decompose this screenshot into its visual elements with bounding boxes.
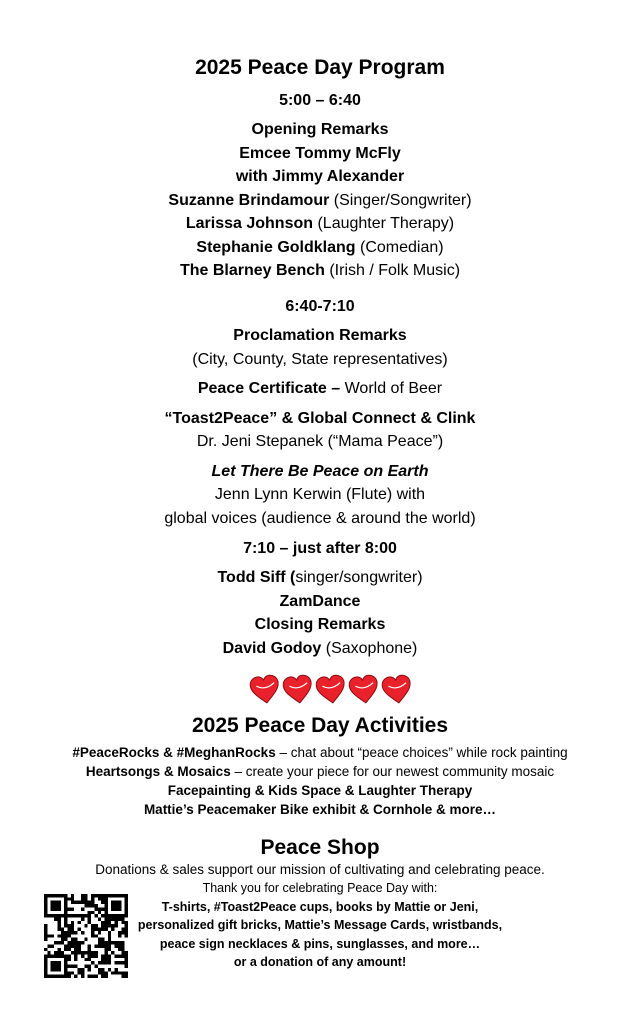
heart-icon xyxy=(249,674,280,705)
block-2-line-7: Jenn Lynn Kerwin (Flute) with xyxy=(214,486,426,503)
block-2-line-5: Dr. Jeni Stepanek (“Mama Peace”) xyxy=(196,433,444,450)
heart-icon xyxy=(315,674,346,705)
program-block-2 xyxy=(0,296,640,530)
block-1-time: 5:00 – 6:40 xyxy=(279,92,361,109)
certificate-sponsor: World of Beer xyxy=(344,380,443,397)
block-2-line-4: “Toast2Peace” & Global Connect & Clink xyxy=(164,409,476,427)
activity-line-3: Facepainting & Kids Space & Laughter Therapy xyxy=(167,783,473,798)
performer-role: singer/songwriter) xyxy=(295,569,423,586)
shop-line-6: or a donation of any amount! xyxy=(233,955,407,969)
shop-line-5: peace sign necklaces & pins, sunglasses, and more… xyxy=(159,936,481,951)
performer-name: Todd Siff ( xyxy=(217,569,296,586)
shop-line-3: T-shirts, #Toast2Peace cups, books by Mattie or Jeni, xyxy=(161,899,479,914)
block-2-line-1: Proclamation Remarks xyxy=(233,327,407,344)
performer-role: (Irish / Folk Music) xyxy=(324,262,461,279)
heart-icon xyxy=(381,674,412,705)
block-1-line-4 xyxy=(0,189,640,213)
shop-title: Peace Shop xyxy=(260,836,380,859)
block-2-line-2: (City, County, State representatives) xyxy=(192,350,448,368)
performer-name: Larissa Johnson xyxy=(185,215,314,232)
activity-line-4: Mattie’s Peacemaker Bike exhibit & Cornhole & more… xyxy=(143,802,497,817)
block-2-line-8: global voices (audience & around the world) xyxy=(164,509,476,527)
block-1-line-1: Opening Remarks xyxy=(251,121,389,138)
activity-name: #PeaceRocks & #MeghanRocks xyxy=(72,745,276,760)
activity-desc: – chat about “peace choices” while rock painting xyxy=(275,745,568,760)
performer-name: Stephanie Goldklang xyxy=(196,238,356,256)
block-3-line-4 xyxy=(0,637,640,661)
block-3-time: 7:10 – just after 8:00 xyxy=(243,540,397,557)
block-1-line-3: with Jimmy Alexander xyxy=(235,168,405,185)
activities-list xyxy=(0,743,640,819)
activity-line-1 xyxy=(0,743,640,762)
performer-name: David Godoy xyxy=(222,639,322,657)
performer-role: (Singer/Songwriter) xyxy=(329,191,472,209)
certificate-label: Peace Certificate – xyxy=(197,380,345,397)
activity-desc: – create your piece for our newest community mosaic xyxy=(230,764,555,779)
performer-name: The Blarney Bench xyxy=(179,262,325,279)
performer-role: (Saxophone) xyxy=(321,639,418,657)
block-3-line-1 xyxy=(0,566,640,590)
block-2-line-3 xyxy=(0,377,640,401)
performer-role: (Laughter Therapy) xyxy=(313,215,455,232)
shop-line-1: Donations & sales support our mission of cultivating and celebrating peace. xyxy=(95,862,545,877)
block-1-line-7 xyxy=(0,259,640,283)
performer-name: Suzanne Brindamour xyxy=(168,191,330,209)
shop-line-2: Thank you for celebrating Peace Day with: xyxy=(202,881,438,895)
heart-icon xyxy=(282,674,313,705)
block-3-line-3: Closing Remarks xyxy=(254,616,386,633)
activity-name: Heartsongs & Mosaics xyxy=(85,764,231,779)
program-block-1 xyxy=(0,90,640,283)
block-3-line-2: ZamDance xyxy=(279,592,361,610)
qr-code-icon[interactable] xyxy=(44,894,128,978)
block-1-line-5 xyxy=(0,212,640,236)
activity-line-2 xyxy=(0,762,640,781)
program-title: 2025 Peace Day Program xyxy=(195,56,445,79)
block-2-line-6: Let There Be Peace on Earth xyxy=(211,462,429,480)
hearts-decoration xyxy=(248,673,418,707)
block-1-line-2: Emcee Tommy McFly xyxy=(239,144,401,162)
shop-line-4: personalized gift bricks, Mattie’s Message Cards, wristbands, xyxy=(137,918,503,932)
heart-icon xyxy=(348,674,379,705)
program-block-3 xyxy=(0,538,640,660)
block-1-line-6 xyxy=(0,236,640,260)
block-2-time: 6:40-7:10 xyxy=(285,298,355,315)
activities-title: 2025 Peace Day Activities xyxy=(191,714,449,737)
performer-role: (Comedian) xyxy=(355,238,444,256)
